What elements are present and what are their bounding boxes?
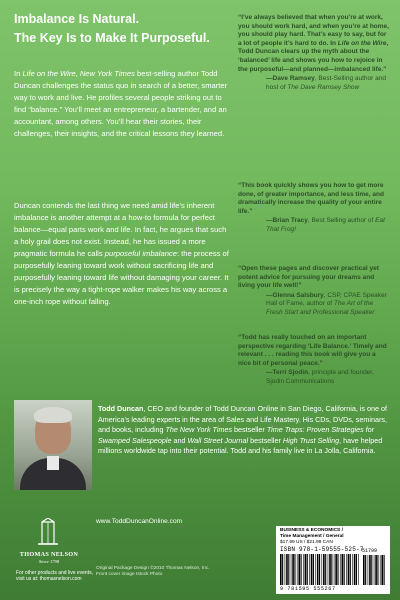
design-credits: Original Package Design ©2010 Thomas Nelson, Inc. Front cover image Istock Photo bbox=[96, 566, 210, 578]
quote-author: —Brian Tracy bbox=[266, 217, 308, 225]
publication-name: New York Times bbox=[79, 69, 135, 78]
publisher-website-link[interactable]: visit us at: thomasnelson.com bbox=[16, 576, 82, 583]
barcode-digits: 9 781595 555267 bbox=[280, 586, 336, 592]
publisher-since: Since 1798 bbox=[38, 559, 60, 564]
key-term: purposeful imbalance bbox=[104, 249, 177, 258]
body-text: best-selling author Todd Duncan challenges the status quo in search of a better, smarter way to work and live. He profiles several people striking out to find “balance.” You’ll meet an entrepreneur, a bartender, and an accountant, among others. You’ll hear their stories, their challenges, their insights, and the critical lessons they learned. bbox=[14, 69, 228, 138]
author-name: Todd Duncan bbox=[98, 404, 144, 413]
isbn-label: ISBN 978-1-59555-525-7 bbox=[280, 546, 364, 553]
publisher-visit-note: For other products and live events, visit us at: thomasnelson.com bbox=[16, 570, 93, 583]
quote-text: “This book quickly shows you how to get more done, of greater importance, and less time, and dramatically increase the quality of your entire life.” bbox=[238, 182, 384, 215]
publisher-logo-icon bbox=[20, 518, 76, 548]
quote-author: —Terri Sjodin bbox=[266, 369, 309, 377]
headline bbox=[14, 10, 229, 48]
quote-author: —Glenna Salsbury bbox=[266, 291, 324, 299]
quote-attribution: —Terri Sjodin, principle and founder, Sjodin Communications bbox=[266, 369, 374, 385]
quote-text: , Todd Duncan clears up the myth about the ‘balanced’ life and shows you how to rejoice in the purposeful—and planned—imbalanced life.” bbox=[238, 39, 389, 73]
quote-attribution: —Glenna Salsbury, CSP, CPAE Speaker Hall of Fame, author of The Art of the Fresh Start and Professional Speaker bbox=[266, 291, 387, 316]
endorsement-terri-sjodin bbox=[238, 334, 390, 387]
author-photo bbox=[14, 400, 92, 490]
barcode-addon-digits: 51799 bbox=[362, 548, 378, 554]
quote-text: “I’ve always believed that when you’re at work, you should work hard, and when you’re at home, you should play hard. That’s easy to say, but for a lot of people it’s hard to do. In bbox=[238, 14, 389, 47]
barcode-addon-icon bbox=[363, 555, 387, 585]
quote-attribution: —Brian Tracy, Best Selling author of Eat That Frog! bbox=[266, 217, 385, 233]
barcode-icon bbox=[280, 554, 360, 585]
publisher-name: THOMAS NELSON bbox=[19, 551, 79, 558]
body-text: : the process of purposefully leaning toward work without sacrificing life and purposefully leaning toward life without damaging your career. It is precisely the way a tight-rope walker makes his way across a one-inch rope without falling. bbox=[14, 249, 229, 306]
headline-line-1: Imbalance Is Natural. bbox=[14, 12, 140, 26]
body-text: Duncan contends the last thing we need amid life’s inherent imbalance is another attempt at a how-to formula for perfect balance—equal parts work and life. In fact, he argues that such a holy grail does not exist. Instead, he has issued a more pragmatic formula he calls bbox=[14, 201, 227, 258]
body-text: , bbox=[75, 69, 80, 78]
barcode-panel bbox=[276, 526, 390, 594]
quote-text: “Open these pages and discover practical yet potent advice for pursuing your dreams and living your life well!” bbox=[238, 265, 379, 290]
endorsement-dave-ramsey bbox=[238, 14, 390, 92]
quote-author: —Dave Ramsey bbox=[266, 75, 315, 83]
quote-attribution: —Dave Ramsey, Best-Selling author and host of The Dave Ramsey Show bbox=[266, 75, 386, 91]
body-text: In bbox=[14, 69, 23, 78]
price-label: $17.99 US / $21.99 CAN bbox=[280, 540, 333, 545]
book-title: Life on the Wire bbox=[22, 69, 76, 78]
quote-text: “Todd has really touched on an important perspective regarding ‘Life Balance.’ Timely and relevant . . . reading this book will give you a nice bit of personal peace.” bbox=[238, 334, 387, 367]
body-paragraph-2 bbox=[14, 200, 232, 308]
endorsement-glenna-salsbury bbox=[238, 265, 390, 318]
body-paragraph-1 bbox=[14, 68, 232, 140]
quote-book-title: Life on the Wire bbox=[337, 39, 387, 47]
author-website-link[interactable]: www.ToddDuncanOnline.com bbox=[96, 518, 183, 525]
author-bio: Todd Duncan, CEO and founder of Todd Duncan Online in San Diego, California, is one of America’s leading experts in the area of Sales and Life Mastery. His CDs, DVDs, seminars, and books, including The New York Times bestseller Time Traps: Proven Strategies for Swamped Salespeople and Wall Street Journal bestseller High Trust Selling, have helped millions worldwide tap into their potential. Todd and his family live in La Jolla, California. bbox=[98, 404, 387, 456]
endorsement-brian-tracy bbox=[238, 182, 390, 235]
headline-line-2: The Key Is to Make It Purposeful. bbox=[14, 31, 210, 45]
bisac-category: BUSINESS & ECONOMICS / Time Management / General bbox=[280, 528, 344, 539]
